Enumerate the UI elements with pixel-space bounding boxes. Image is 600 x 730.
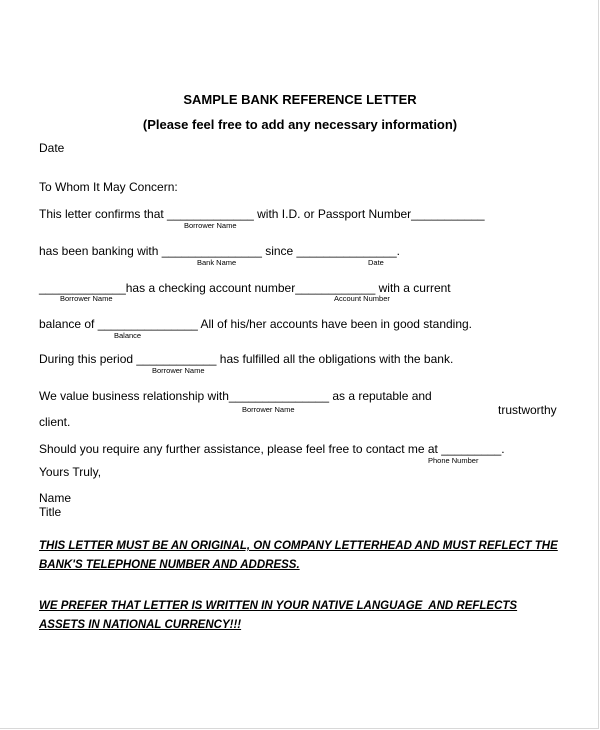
line-period: During this period ____________ has fulfilled all the obligations with the bank. bbox=[39, 352, 454, 366]
salutation: To Whom It May Concern: bbox=[39, 180, 178, 194]
caption-borrower-name: Borrower Name bbox=[242, 405, 295, 414]
caption-borrower-name: Borrower Name bbox=[184, 221, 237, 230]
line-client: client. bbox=[39, 415, 71, 429]
caption-date: Date bbox=[368, 258, 384, 267]
notice-native-language-cont: ASSETS IN NATIONAL CURRENCY!!! bbox=[39, 619, 242, 631]
word-trustworthy: trustworthy bbox=[498, 403, 557, 417]
closing: Yours Truly, bbox=[39, 465, 102, 479]
date-label: Date bbox=[39, 141, 65, 155]
caption-bank-name: Bank Name bbox=[197, 258, 237, 267]
caption-balance: Balance bbox=[114, 331, 142, 340]
line-confirms: This letter confirms that _____________ with I.D. or Passport Number___________ bbox=[39, 207, 485, 221]
caption-phone-number: Phone Number bbox=[428, 456, 479, 465]
notice-original-letterhead: THIS LETTER MUST BE AN ORIGINAL, ON COMPANY LETTERHEAD AND MUST REFLECT THE bbox=[39, 540, 558, 552]
notice-original-letterhead-cont: BANK'S TELEPHONE NUMBER AND ADDRESS. bbox=[39, 559, 300, 571]
signature-title: Title bbox=[39, 505, 62, 519]
signature-name: Name bbox=[39, 491, 72, 505]
document-subtitle: (Please feel free to add any necessary information) bbox=[142, 117, 458, 132]
caption-borrower-name: Borrower Name bbox=[152, 366, 205, 375]
line-checking-account: _____________has a checking account number____________ with a current bbox=[39, 281, 451, 295]
document-title: SAMPLE BANK REFERENCE LETTER bbox=[183, 92, 417, 107]
line-business-relationship: We value business relationship with_______________ as a reputable and bbox=[39, 389, 432, 403]
line-banking-with: has been banking with _______________ since _______________. bbox=[39, 244, 400, 258]
line-balance: balance of _______________ All of his/her accounts have been in good standing. bbox=[39, 317, 473, 331]
line-further-assistance: Should you require any further assistance, please feel free to contact me at _________. bbox=[39, 442, 505, 456]
notice-native-language: WE PREFER THAT LETTER IS WRITTEN IN YOUR NATIVE LANGUAGE AND REFLECTS bbox=[39, 600, 518, 612]
caption-account-number: Account Number bbox=[334, 294, 390, 303]
caption-borrower-name: Borrower Name bbox=[60, 294, 113, 303]
